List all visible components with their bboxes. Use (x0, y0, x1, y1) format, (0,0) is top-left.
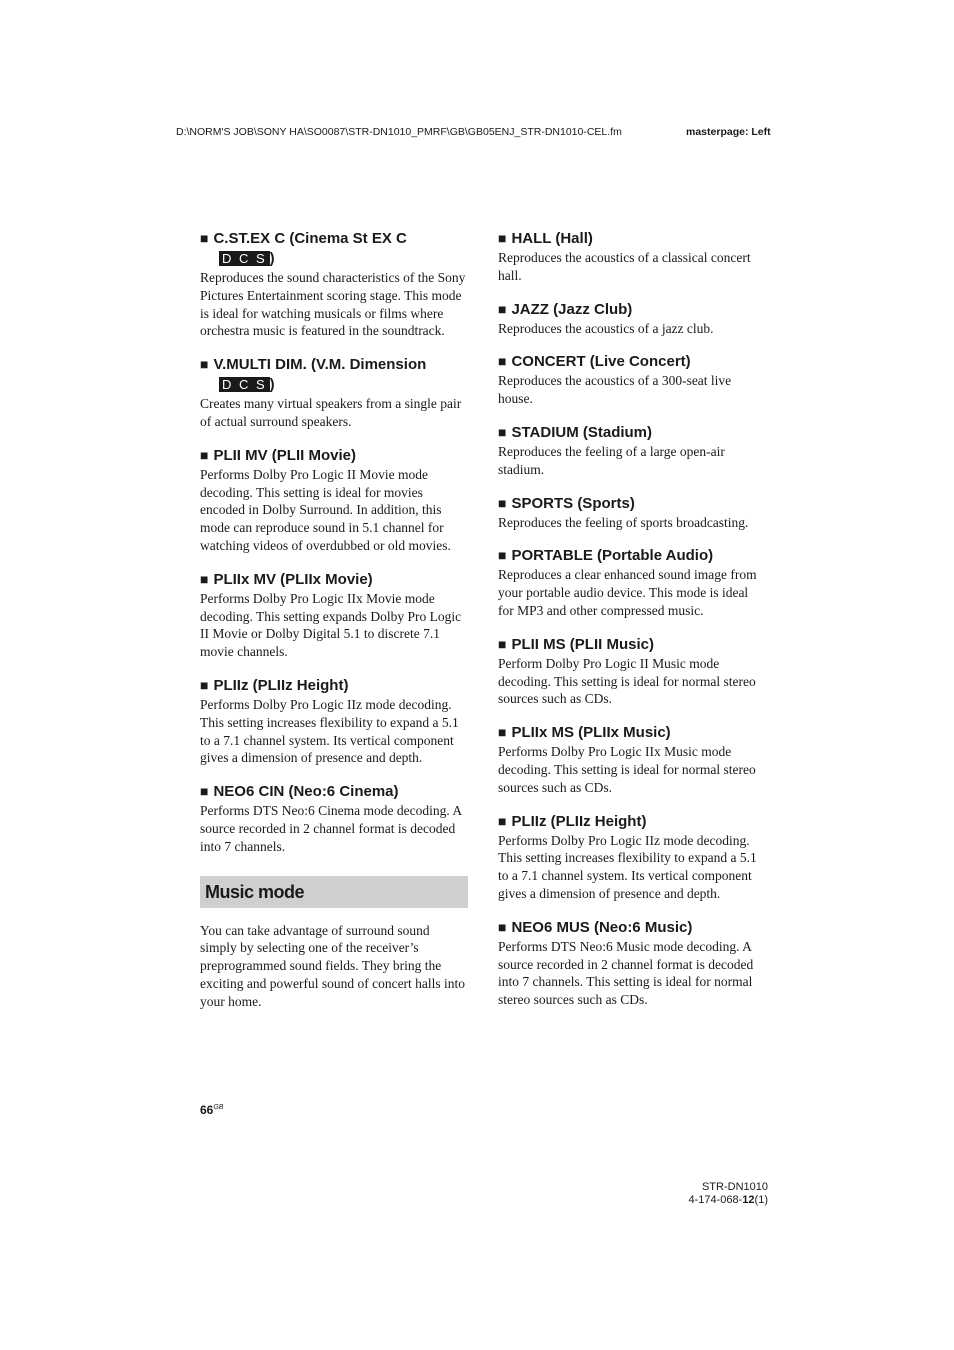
section-title: ■ V.MULTI DIM. (V.M. Dimension D C S ) (200, 356, 427, 394)
square-bullet-icon: ■ (200, 230, 209, 246)
section-plii-ms (498, 634, 766, 708)
section-body: Performs DTS Neo:6 Music mode decoding. A source recorded in 2 channel format is decoded into 7 channels. This setting is ideal for normal stereo sources such as CDs. (498, 938, 754, 1008)
square-bullet-icon: ■ (200, 356, 209, 373)
section-title: ■ PLIIz (PLIIz Height) (200, 676, 349, 694)
section-title: ■ JAZZ (Jazz Club) (498, 300, 633, 318)
section-body: Reproduces the sound characteristics of the Sony Pictures Entertainment scoring stage. This mode is ideal for watching musicals or films where orchestra music is featured in the soundtrack. (200, 270, 466, 339)
square-bullet-icon: ■ (200, 676, 209, 693)
section-body: Reproduces the acoustics of a jazz club. (498, 320, 714, 336)
section-title: ■ HALL (Hall) (498, 230, 593, 247)
section-title: ■ NEO6 MUS (Neo:6 Music) (498, 918, 693, 936)
section-body: Performs Dolby Pro Logic II Movie mode decoding. This setting is ideal for movies encoded in Dolby Surround. In addition, this mode can reproduce sound in 5.1 channel for watching videos of overdubbed or old movies. (200, 466, 451, 553)
part-code: 4-174-068-12(1) (688, 1194, 768, 1206)
square-bullet-icon: ■ (498, 353, 507, 370)
section-body: Reproduces the acoustics of a classical concert hall. (498, 250, 751, 283)
section-title: ■ C.ST.EX C (Cinema St EX C D C S ) (200, 230, 407, 267)
section-sports (498, 493, 766, 532)
section-body: Performs DTS Neo:6 Cinema mode decoding. A source recorded in 2 channel format is decoded into 7 channels. (200, 803, 462, 854)
section-body: Reproduces the feeling of a large open-air stadium. (498, 443, 725, 477)
section-hall (498, 228, 766, 285)
left-column (200, 228, 468, 1011)
section-neo6-mus (498, 917, 766, 1009)
section-stadium (498, 422, 766, 479)
section-title: ■ PORTABLE (Portable Audio) (498, 547, 714, 565)
square-bullet-icon: ■ (200, 446, 209, 463)
section-pliix-mv (200, 569, 468, 661)
section-title: ■ PLII MV (PLII Movie) (200, 446, 356, 464)
section-title: ■ PLIIx MS (PLIIx Music) (498, 724, 671, 742)
section-title: ■ PLII MS (PLII Music) (498, 635, 654, 653)
section-body: Perform Dolby Pro Logic II Music mode decoding. This setting is ideal for normal stereo sources such as CDs. (498, 655, 756, 707)
section-concert (498, 351, 766, 408)
page-suffix: GB (213, 1104, 224, 1111)
square-bullet-icon: ■ (498, 635, 507, 652)
section-title: ■ PLIIx MV (PLIIx Movie) (200, 570, 373, 588)
section-pliix-ms (498, 722, 766, 796)
section-v-multi-dim (200, 354, 468, 431)
square-bullet-icon: ■ (498, 547, 507, 564)
section-pliiz-height (498, 811, 766, 903)
music-mode-heading: Music mode (200, 876, 468, 908)
square-bullet-icon: ■ (498, 300, 507, 317)
square-bullet-icon: ■ (498, 494, 507, 511)
dcs-badge: D C S (219, 251, 270, 266)
model-info (688, 1181, 768, 1207)
square-bullet-icon: ■ (498, 812, 507, 829)
square-bullet-icon: ■ (200, 570, 209, 587)
section-body: Performs Dolby Pro Logic IIz mode decoding. This setting increases flexibility to expand a 5.1 to a 7.1 channel system. Its vertical component gives a dimension of presence and depth. (498, 832, 757, 901)
file-path-header (176, 126, 776, 138)
section-neo6-cin (200, 781, 468, 855)
page-number: $66^{GB}$ (200, 1103, 224, 1117)
square-bullet-icon: ■ (498, 724, 507, 741)
dcs-badge: D C S (219, 377, 270, 392)
square-bullet-icon: ■ (498, 423, 507, 440)
section-body: Reproduces a clear enhanced sound image from your portable audio device. This mode is ideal for MP3 and other compressed music. (498, 567, 757, 618)
file-path: D:\NORM'S JOB\SONY HA\SO0087\STR-DN1010_PMRF\GB\GB05ENJ_STR-DN1010-CEL.fm (176, 126, 622, 138)
section-cst-ex-c (200, 228, 468, 340)
square-bullet-icon: ■ (200, 783, 209, 800)
section-jazz (498, 299, 766, 338)
section-title: ■ CONCERT (Live Concert) (498, 353, 691, 371)
section-title: ■ PLIIz (PLIIz Height) (498, 812, 647, 830)
section-title: ■ NEO6 CIN (Neo:6 Cinema) (200, 783, 399, 801)
square-bullet-icon: ■ (498, 918, 507, 935)
model-number: STR-DN1010 (701, 1181, 768, 1193)
square-bullet-icon: ■ (498, 230, 507, 246)
section-title: ■ SPORTS (Sports) (498, 494, 635, 512)
section-body: Reproduces the feeling of sports broadcasting. (498, 514, 749, 530)
section-title: ■ STADIUM (Stadium) (498, 423, 653, 441)
section-body: Performs Dolby Pro Logic IIx Music mode decoding. This setting is ideal for normal stereo sources such as CDs. (498, 744, 756, 795)
right-column (498, 228, 766, 1023)
section-body: Performs Dolby Pro Logic IIz mode decoding. This setting increases flexibility to expand a 5.1 to a 7.1 channel system. Its vertical component gives a dimension of presence and depth. (200, 696, 459, 766)
section-body: Creates many virtual speakers from a single pair of actual surround speakers. (200, 396, 462, 429)
section-plii-mv (200, 445, 468, 555)
section-body: Performs Dolby Pro Logic IIx Movie mode decoding. This setting expands Dolby Pro Logic II Movie or Dolby Digital 5.1 to discrete 7.1 movie channels. (200, 590, 462, 660)
section-body: Reproduces the acoustics of a 300-seat live house. (498, 373, 732, 407)
masterpage-label: masterpage: Left (686, 126, 771, 138)
music-mode-intro: You can take advantage of surround sound simply by selecting one of the receiver’s preprogrammed sound fields. They bring the exciting and powerful sound of concert halls into your home. (200, 922, 466, 1009)
section-pliiz (200, 675, 468, 767)
section-portable (498, 545, 766, 619)
